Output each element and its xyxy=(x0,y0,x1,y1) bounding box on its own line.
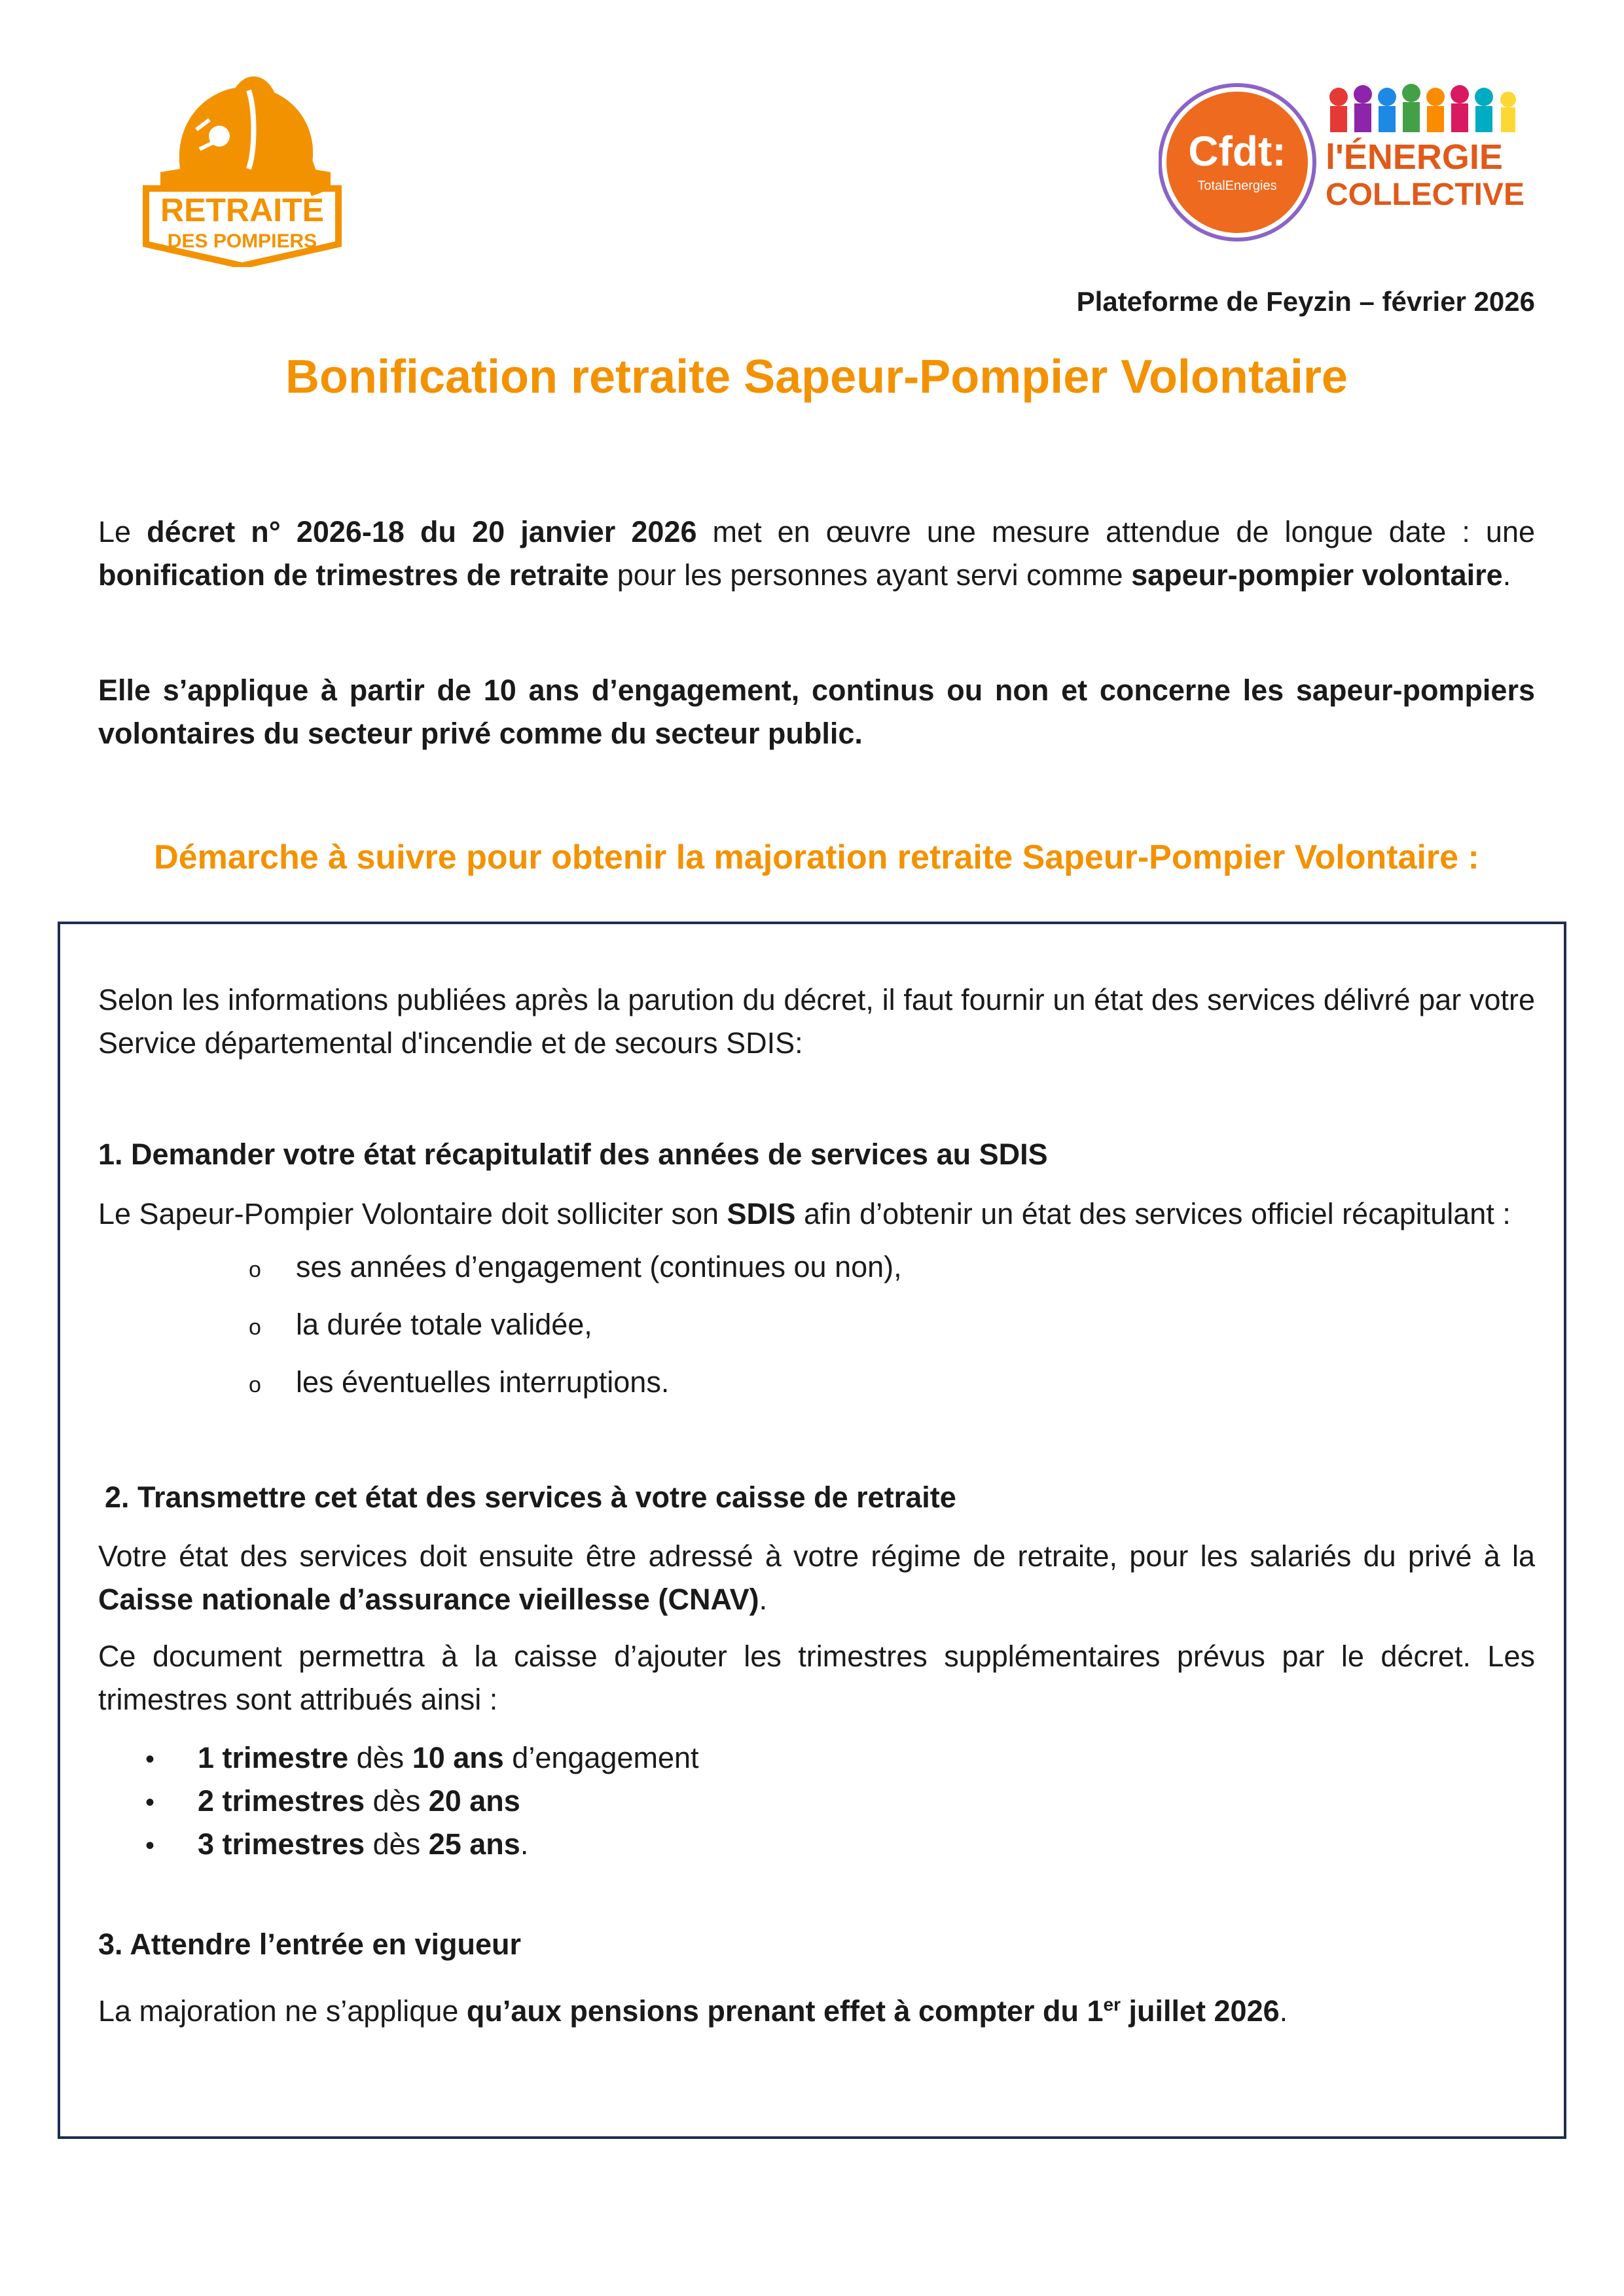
list-item-text: les éventuelles interruptions. xyxy=(296,1365,670,1399)
text-bold: 3 trimestres xyxy=(198,1827,365,1861)
location-date: Plateforme de Feyzin – février 2026 xyxy=(1076,286,1535,317)
text-run: La majoration ne s’applique xyxy=(98,1994,467,2028)
totalenergies-logo-text: TotalEnergies xyxy=(1197,179,1277,193)
text-run: Le xyxy=(98,515,147,548)
step-1-title: 1. Demander votre état récapitulatif des années de services au SDIS xyxy=(98,1138,1048,1171)
energie-logo-text: l'ÉNERGIE xyxy=(1326,137,1503,177)
text-run: afin d’obtenir un état des services officiel récapitulant : xyxy=(795,1197,1511,1230)
step-3-text xyxy=(98,1983,1535,2033)
text-bold: juillet 2026 xyxy=(1121,1994,1280,2028)
text-bold: qu’aux pensions prenant effet à compter du 1 xyxy=(466,1994,1104,2028)
bullet-marker: o xyxy=(249,1315,261,1340)
step-3-title: 3. Attendre l’entrée en vigueur xyxy=(98,1928,521,1961)
list-item xyxy=(145,1741,1389,1775)
cfdt-energie-collective-logo xyxy=(1159,77,1525,247)
list-item xyxy=(145,1827,1389,1861)
intro-paragraph-2: Elle s’applique à partir de 10 ans d’engagement, continus ou non et concerne les sapeur-pompiers volontaires du secteur privé comme du secteur public. xyxy=(98,673,1535,750)
list-item xyxy=(249,1308,1492,1342)
crowd-icon xyxy=(1329,84,1516,132)
intro-paragraph-1 xyxy=(98,511,1535,597)
list-item-text: la durée totale validée, xyxy=(296,1308,592,1341)
text-run: Le Sapeur-Pompier Volontaire doit solliciter son xyxy=(98,1197,727,1230)
text-bold: 1 trimestre xyxy=(198,1741,349,1774)
text-run: . xyxy=(1279,1994,1288,2028)
text-bold: Caisse nationale d’assurance vieillesse (CNAV) xyxy=(98,1583,759,1616)
bullet-marker: o xyxy=(249,1372,261,1397)
text-bold: 2 trimestres xyxy=(198,1784,365,1818)
list-item xyxy=(249,1365,1492,1399)
superscript: er xyxy=(1103,1994,1121,2015)
section-subtitle: Démarche à suivre pour obtenir la majoration retraite Sapeur-Pompier Volontaire : xyxy=(154,838,1479,876)
text-run: . xyxy=(520,1827,529,1861)
text-run: Votre état des services doit ensuite être adressé à votre régime de retraite, pour les salariés du privé à la xyxy=(98,1539,1535,1573)
decree-reference: décret n° 2026-18 du 20 janvier 2026 xyxy=(147,515,697,548)
cfdt-logo-text: Cfdt: xyxy=(1188,128,1286,175)
box-intro: Selon les informations publiées après la parution du décret, il faut fournir un état des services délivré par votre Service départemental d'incendie et de secours SDIS: xyxy=(98,983,1535,1060)
bullet-marker: • xyxy=(145,1831,155,1860)
text-run: . xyxy=(759,1583,768,1616)
step-2-text-2: Ce document permettra à la caisse d’ajouter les trimestres supplémentaires prévus par le décret. Les trimestres sont attribués ainsi : xyxy=(98,1640,1535,1716)
bullet-marker: • xyxy=(145,1788,155,1817)
list-item-text: ses années d’engagement (continues ou non), xyxy=(296,1250,902,1283)
text-run: dès xyxy=(348,1741,412,1774)
list-item xyxy=(145,1784,1389,1818)
text-run: met en œuvre une mesure attendue de longue date : une xyxy=(696,515,1535,548)
text-run: dès xyxy=(365,1784,429,1818)
list-item xyxy=(249,1250,1492,1284)
text-run: pour les personnes ayant servi comme xyxy=(609,558,1132,592)
text-bold: sapeur-pompier volontaire xyxy=(1131,558,1503,592)
text-run: d’engagement xyxy=(503,1741,699,1774)
retraite-des-pompiers-logo xyxy=(134,58,350,267)
text-bold: 20 ans xyxy=(428,1784,520,1818)
collective-logo-text: COLLECTIVE xyxy=(1326,177,1525,212)
logo-text-retraite: RETRAITE xyxy=(160,192,324,228)
bullet-marker: o xyxy=(249,1257,261,1282)
page-title: Bonification retraite Sapeur-Pompier Volontaire xyxy=(285,351,1348,403)
text-run: . xyxy=(1502,558,1511,592)
text-bold: 25 ans xyxy=(428,1827,520,1861)
step-2-title: 2. Transmettre cet état des services à votre caisse de retraite xyxy=(105,1480,956,1514)
step-2-text-1 xyxy=(98,1535,1535,1621)
text-bold: SDIS xyxy=(727,1197,796,1230)
step-1-text xyxy=(98,1193,1535,1236)
logo-text-des-pompiers: DES POMPIERS xyxy=(167,230,317,252)
text-bold: 10 ans xyxy=(412,1741,504,1774)
text-run: dès xyxy=(365,1827,429,1861)
text-bold: bonification de trimestres de retraite xyxy=(98,558,609,592)
bullet-marker: • xyxy=(145,1745,155,1774)
